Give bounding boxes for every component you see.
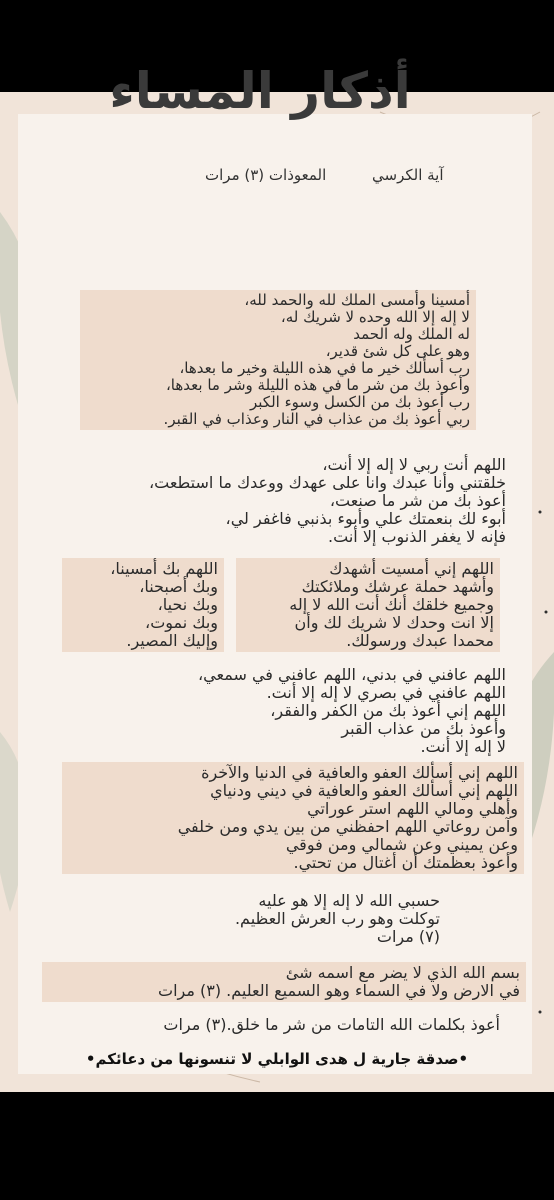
dhikr-line: فإنه لا يغفر الذنوب إلا أنت. xyxy=(328,527,506,546)
dhikr-line: أمسينا وأمسى الملك لله والحمد لله، xyxy=(244,291,470,309)
dhikr-line: لا إله إلا أنت. xyxy=(420,737,506,756)
dhikr-line: وأهلي ومالي اللهم استر عوراتي xyxy=(307,799,518,818)
dhikr-line: وآمن روعاتي اللهم احفظني من بين يدي ومن خلفي xyxy=(177,817,518,836)
dhikr-line: لا إله إلا الله وحده لا شريك له، xyxy=(280,308,470,326)
dhikr-block-6 xyxy=(62,762,524,874)
dhikr-block-4 xyxy=(62,558,224,652)
link-ayat-alkursi: آية الكرسي xyxy=(372,166,444,184)
dhikr-line: وأعوذ بعظمتك أن أغتال من تحتي. xyxy=(293,853,518,872)
dhikr-line: وبك نحيا، xyxy=(157,595,218,614)
dhikr-block-1 xyxy=(80,290,476,430)
dhikr-line: اللهم إني أمسيت أشهدك xyxy=(329,559,494,578)
dhikr-line: (٧) مرات xyxy=(376,927,440,946)
dhikr-line: توكلت وهو رب العرش العظيم. xyxy=(234,909,440,928)
page-title: أذكار المساء xyxy=(109,62,411,120)
dhikr-line: في الارض ولا في السماء وهو السميع العليم. (٣) مرات xyxy=(158,981,520,1000)
dhikr-line: اللهم إني أعوذ بك من الكفر والفقر، xyxy=(270,701,506,720)
dhikr-line: إلا انت وحدك لا شريك لك وأن xyxy=(294,613,494,632)
dhikr-line: اللهم أنت ربي لا إله إلا أنت، xyxy=(322,455,506,474)
dhikr-line: وجميع خلقك أنك أنت الله لا إله xyxy=(289,595,494,614)
dhikr-line: رب أسألك خير ما في هذه الليلة وخير ما بعدها، xyxy=(179,359,470,377)
dhikr-line: وأعوذ بك من عذاب القبر xyxy=(341,719,506,738)
dhikr-line: اللهم إني أسألك العفو والعافية في ديني ودنياي xyxy=(210,781,518,800)
dhikr-line: وأعوذ بك من شر ما في هذه الليلة وشر ما بعدها، xyxy=(165,376,470,394)
dhikr-block-2 xyxy=(60,456,506,546)
dhikr-line: أعوذ بك من شر ما صنعت، xyxy=(329,491,506,510)
dhikr-line: خلقتني وأنا عبدك وانا على عهدك ووعدك ما استطعت، xyxy=(148,473,506,492)
dhikr-line: حسبي الله لا إله إلا هو عليه xyxy=(258,891,440,910)
dhikr-line: محمدا عبدك ورسولك. xyxy=(346,631,494,650)
dhikr-block-3 xyxy=(236,558,500,652)
dhikr-line: أبوء لك بنعمتك علي وأبوء بذنبي فاغفر لي، xyxy=(225,509,506,528)
dhikr-block-8 xyxy=(42,962,526,1002)
dhikr-block-9 xyxy=(60,1016,500,1034)
dhikr-line: اللهم بك أمسينا، xyxy=(110,559,218,578)
dhikr-line: وإليك المصير. xyxy=(126,631,218,650)
dhikr-line: وبك أصبحنا، xyxy=(139,577,218,596)
dhikr-line: وعن يميني وعن شمالي ومن فوقي xyxy=(285,835,518,854)
dhikr-block-5 xyxy=(60,666,506,756)
dhikr-line: وأشهد حملة عرشك وملائكتك xyxy=(301,577,494,596)
dhikr-line: له الملك وله الحمد xyxy=(353,325,470,343)
dhikr-line: اللهم عافني في بصري لا إله إلا أنت. xyxy=(266,683,506,702)
dhikr-line: اللهم عافني في بدني، اللهم عافني في سمعي، xyxy=(198,665,506,684)
dhikr-line: ربي أعوذ بك من عذاب في النار وعذاب في القبر. xyxy=(163,410,470,428)
dhikr-line: أعوذ بكلمات الله التامات من شر ما خلق.(٣) مرات xyxy=(163,1015,500,1034)
dhikr-line: وهو على كل شئ قدير، xyxy=(325,342,470,360)
link-muawwidhat: المعوذات (٣) مرات xyxy=(205,166,327,184)
dhikr-line: بسم الله الذي لا يضر مع اسمه شئ xyxy=(285,963,520,982)
dhikr-block-7 xyxy=(150,892,440,946)
dhikr-line: اللهم إني أسألك العفو والعافية في الدنيا والآخرة xyxy=(201,763,518,782)
footer-dedication: •صدقة جارية ل هدى الوابلي لا تنسونها من دعائكم• xyxy=(85,1050,469,1068)
dhikr-line: وبك نموت، xyxy=(145,613,218,632)
dhikr-line: رب أعوذ بك من الكسل وسوء الكبر xyxy=(250,393,470,411)
